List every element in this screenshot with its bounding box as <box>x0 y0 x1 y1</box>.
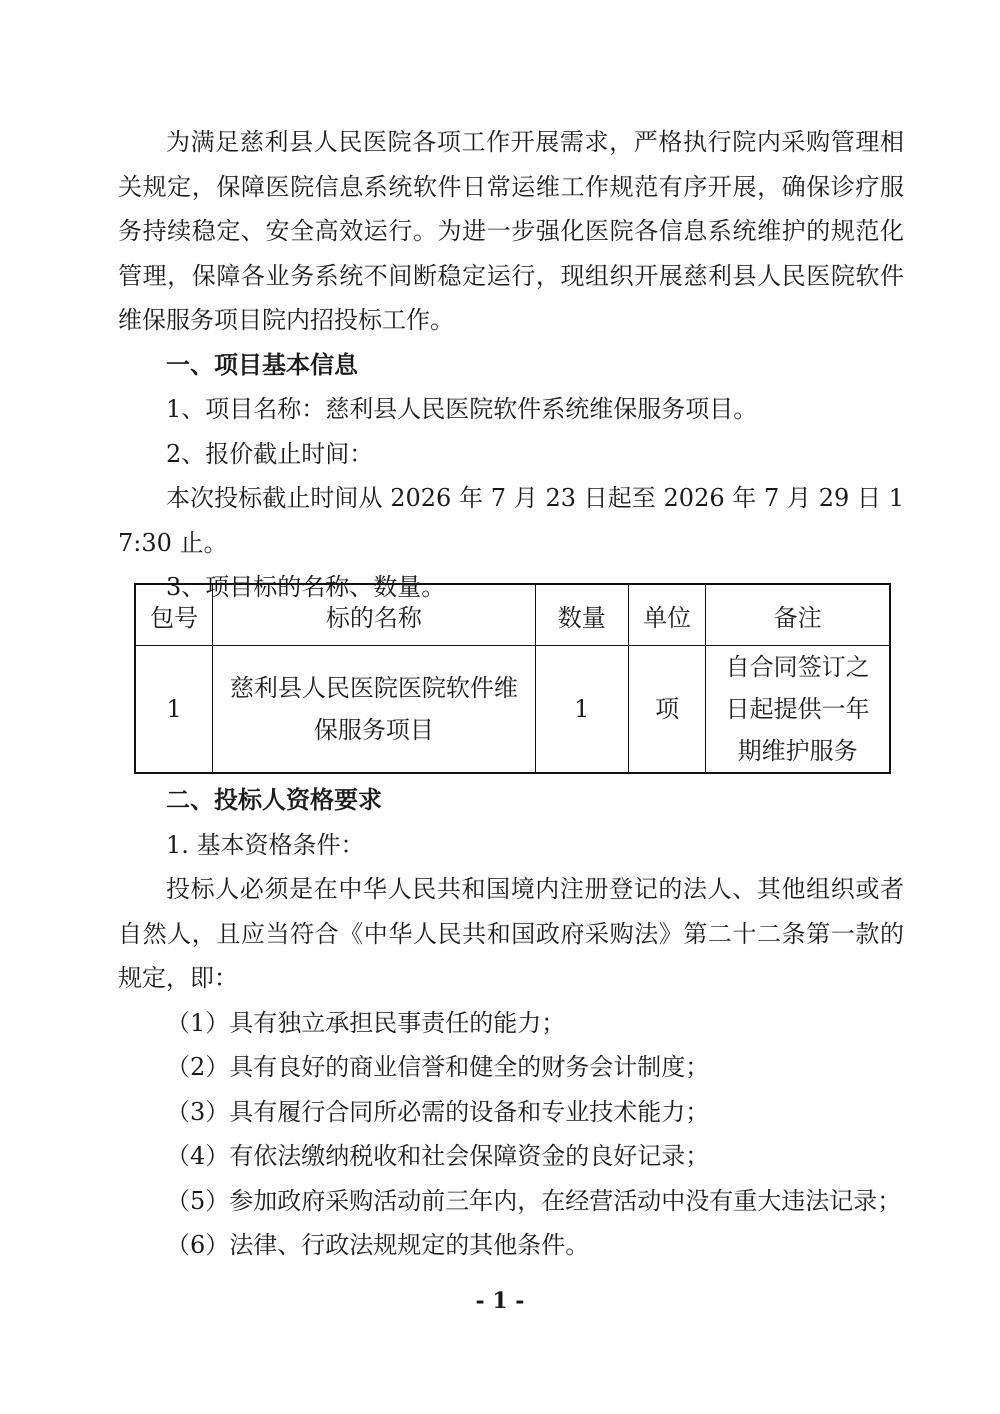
cell-item-name: 慈利县人民医院医院软件维保服务项目 <box>213 646 535 774</box>
table-row <box>135 646 890 774</box>
deadline-item: 2、报价截止时间： <box>166 439 374 468</box>
header-item-name: 标的名称 <box>213 584 535 646</box>
header-remarks: 备注 <box>706 584 890 646</box>
cell-remarks: 自合同签订之日起提供一年期维护服务 <box>706 646 890 774</box>
header-quantity: 数量 <box>535 584 628 646</box>
upper-text <box>118 120 904 610</box>
qualification-intro: 投标人必须是在中华人民共和国境内注册登记的法人、其他组织或者自然人，且应当符合《中华人民共和国政府采购法》第二十二条第一款的规定，即： <box>118 875 904 992</box>
basic-qualification-item: 1. 基本资格条件： <box>166 830 365 859</box>
project-name-item: 1、项目名称：慈利县人民医院软件系统维保服务项目。 <box>166 395 758 423</box>
items-item: 3、项目标的名称、数量。 <box>166 573 446 601</box>
header-unit: 单位 <box>628 584 705 646</box>
deadline-text: 本次投标截止时间从 2026 年 7 月 23 日起至 2026 年 7 月 29 日 17:30 止。 <box>118 484 904 557</box>
section2-heading: 二、投标人资格要求 <box>166 785 382 814</box>
condition-4: （4）有依法缴纳税收和社会保障资金的良好记录； <box>166 1142 710 1170</box>
condition-5: （5）参加政府采购活动前三年内，在经营活动中没有重大违法记录； <box>166 1186 902 1215</box>
cell-unit: 项 <box>628 646 705 774</box>
cell-quantity: 1 <box>535 646 628 774</box>
condition-6: （6）法律、行政法规规定的其他条件。 <box>166 1231 590 1259</box>
lower-text <box>118 778 904 1268</box>
condition-1: （1）具有独立承担民事责任的能力； <box>166 1008 566 1037</box>
page-number: - 1 - <box>475 1288 525 1314</box>
items-table <box>134 583 891 774</box>
intro-paragraph: 为满足慈利县人民医院各项工作开展需求，严格执行院内采购管理相关规定，保障医院信息系统软件日常运维工作规范有序开展，确保诊疗服务持续稳定、安全高效运行。为进一步强化医院各信息系统维护的规范化管理，保障各业务系统不间断稳定运行，现组织开展慈利县人民医院软件维保服务项目院内招投标工作。 <box>118 128 904 334</box>
condition-2: （2）具有良好的商业信誉和健全的财务会计制度； <box>166 1053 710 1081</box>
condition-3: （3）具有履行合同所必需的设备和专业技术能力； <box>166 1097 710 1126</box>
section1-heading: 一、项目基本信息 <box>166 349 358 379</box>
header-package: 包号 <box>135 584 213 646</box>
table-header-row <box>135 584 890 646</box>
cell-package: 1 <box>135 646 213 774</box>
